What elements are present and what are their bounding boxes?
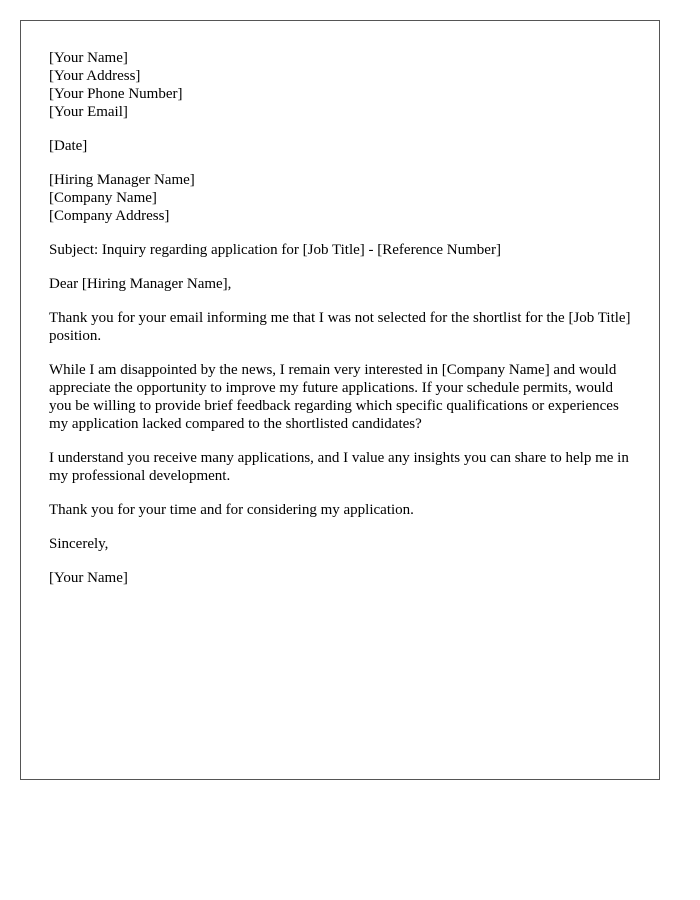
sender-name: [Your Name]	[49, 50, 128, 66]
sender-address: [Your Address]	[49, 68, 141, 84]
recipient-block	[49, 171, 639, 225]
signature: [Your Name]	[49, 570, 128, 586]
letter-date: [Date]	[49, 138, 88, 154]
body-paragraph-2: While I am disappointed by the news, I remain very interested in [Company Name] and would appreciate the opportunity to improve my future applications. If your schedule permits, would you be willing to provide brief feedback regarding which specific qualifications or experiences my application lacked compared to the shortlisted candidates?	[49, 362, 619, 432]
body-paragraph-4: Thank you for your time and for considering my application.	[49, 502, 414, 518]
letter-content	[49, 49, 639, 603]
recipient-address: [Company Address]	[49, 208, 170, 224]
recipient-name: [Hiring Manager Name]	[49, 172, 195, 188]
closing: Sincerely,	[49, 536, 109, 552]
salutation: Dear [Hiring Manager Name],	[49, 276, 232, 292]
body-paragraph-3: I understand you receive many applications, and I value any insights you can share to help me in my professional development.	[49, 450, 629, 484]
recipient-company: [Company Name]	[49, 190, 157, 206]
sender-block	[49, 49, 639, 121]
sender-phone: [Your Phone Number]	[49, 86, 183, 102]
date-block	[49, 137, 639, 155]
subject-line: Subject: Inquiry regarding application for [Job Title] - [Reference Number]	[49, 242, 501, 258]
letter-page	[20, 20, 660, 780]
sender-email: [Your Email]	[49, 104, 128, 120]
body-paragraph-1: Thank you for your email informing me that I was not selected for the shortlist for the [Job Title] position.	[49, 310, 631, 344]
